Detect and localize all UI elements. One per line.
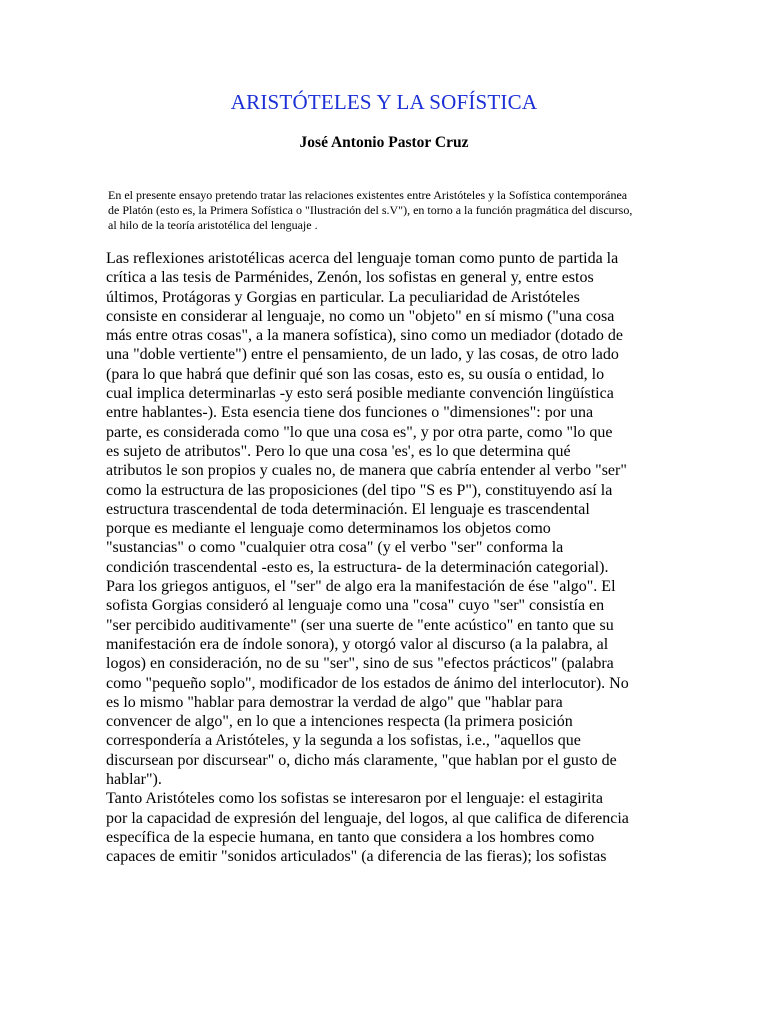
body-line: "ser percibido auditivamente" (ser una suerte de "ente acústico" en tanto que su (106, 616, 614, 634)
body-line: discursean por discursear" o, dicho más claramente, "que hablan por el gusto de (106, 751, 617, 769)
body-line: parte, es considerada como "lo que una cosa es", y por otra parte, como "lo que (106, 423, 613, 441)
body-line: correspondería a Aristóteles, y la segunda a los sofistas, i.e., "aquellos que (106, 732, 581, 750)
abstract-line: de Platón (esto es, la Primera Sofística o "Ilustración del s.V"), en torno a la función pragmática del discurso, (108, 203, 633, 217)
body-line: cual implica determinarlas -y esto será posible mediante convención lingüística (106, 385, 614, 403)
body-line: atributos le son propios y cuales no, de manera que cabría entender al verbo "ser" (106, 462, 627, 480)
body-line: crítica a las tesis de Parménides, Zenón, los sofistas en general y, entre estos (106, 269, 594, 287)
document-title: ARISTÓTELES Y LA SOFÍSTICA (230, 90, 538, 114)
abstract-paragraph (108, 188, 668, 233)
body-line: capaces de emitir "sonidos articulados" (a diferencia de las fieras); los sofistas (106, 848, 607, 866)
body-line: como la estructura de las proposiciones (del tipo "S es P"), constituyendo así la (106, 481, 613, 499)
body-line: manifestación era de índole sonora), y otorgó valor al discurso (a la palabra, al (106, 635, 609, 653)
body-line: una "doble vertiente") entre el pensamiento, de un lado, y las cosas, de otro lado (106, 346, 619, 364)
abstract-line: al hilo de la teoría aristotélica del lenguaje . (108, 218, 318, 232)
body-line: últimos, Protágoras y Gorgias en particular. La peculiaridad de Aristóteles (106, 288, 580, 306)
body-line: Para los griegos antiguos, el "ser" de algo era la manifestación de ése "algo". El (106, 578, 616, 596)
body-line: condición trascendental -esto es, la estructura- de la determinación categorial). (106, 558, 609, 576)
body-line: porque es mediante el lenguaje como determinamos los objetos como (106, 520, 551, 538)
body-line: más entre otras cosas", a la manera sofística), sino como un mediador (dotado de (106, 327, 624, 345)
body-line: estructura trascendental de toda determinación. El lenguaje es trascendental (106, 500, 590, 518)
body-line: convencer de algo", en lo que a intenciones respecta (la primera posición (106, 713, 573, 731)
body-paragraph (106, 249, 666, 867)
body-line: consiste en considerar al lenguaje, no como un "objeto" en sí mismo ("una cosa (106, 307, 615, 325)
body-line: entre hablantes-). Esta esencia tiene dos funciones o "dimensiones": por una (106, 404, 594, 422)
body-line: Las reflexiones aristotélicas acerca del lenguaje toman como punto de partida la (106, 250, 619, 267)
body-line: sofista Gorgias consideró al lenguaje como una "cosa" cuyo "ser" consistía en (106, 597, 605, 615)
body-line: por la capacidad de expresión del lenguaje, del logos, al que califica de diferencia (106, 809, 629, 827)
document-author: José Antonio Pastor Cruz (299, 134, 469, 151)
body-line: hablar"). (106, 771, 162, 789)
abstract-line: En el presente ensayo pretendo tratar las relaciones existentes entre Aristóteles y la Sofística contemporánea (108, 188, 628, 202)
body-line: (para lo que habrá que definir qué son las cosas, esto es, su ousía o entidad, lo (106, 365, 605, 383)
body-line: como "pequeño soplo", modificador de los estados de ánimo del interlocutor). No (106, 674, 629, 692)
body-line: Tanto Aristóteles como los sofistas se interesaron por el lenguaje: el estagirita (106, 790, 603, 808)
body-line: logos) en consideración, no de su "ser", sino de sus "efectos prácticos" (palabra (106, 655, 614, 673)
body-line: es sujeto de atributos". Pero lo que una cosa 'es', es lo que determina qué (106, 442, 571, 460)
body-line: específica de la especie humana, en tanto que considera a los hombres como (106, 828, 595, 846)
body-line: "sustancias" o como "cualquier otra cosa" (y el verbo "ser" conforma la (106, 539, 564, 557)
body-line: es lo mismo "hablar para demostrar la verdad de algo" que "hablar para (106, 693, 563, 711)
